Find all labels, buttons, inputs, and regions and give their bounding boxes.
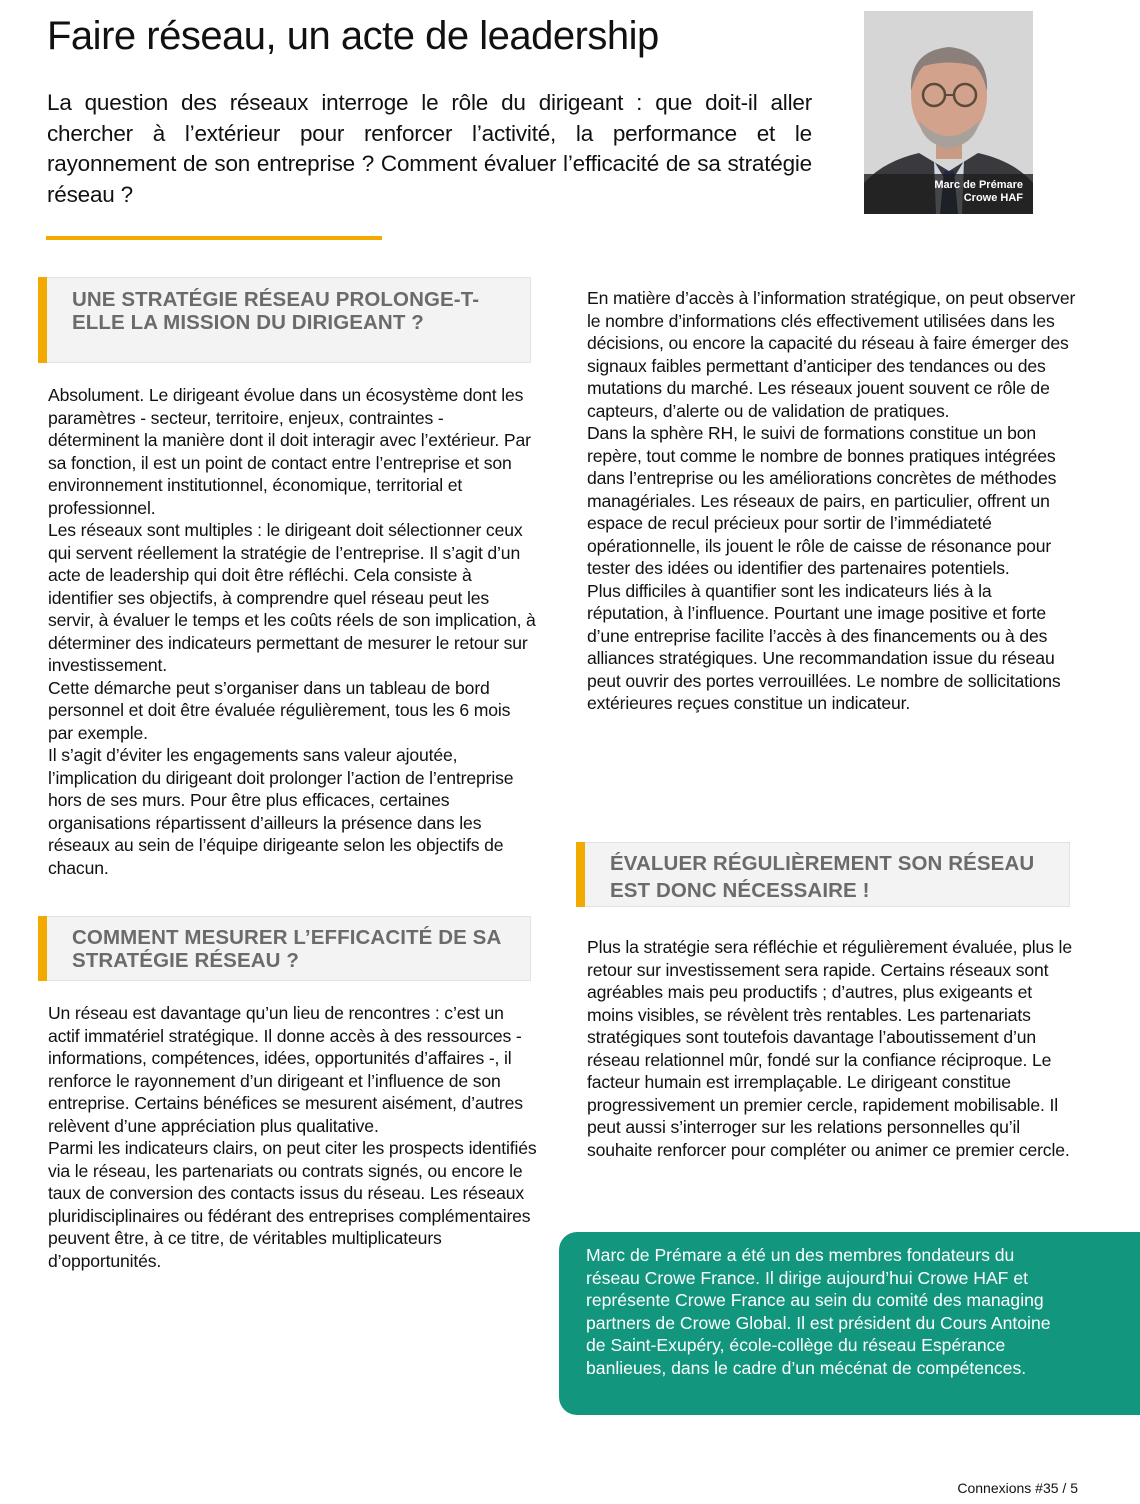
- paragraph: Un réseau est davantage qu’un lieu de rencontres : c’est un actif immatériel stratégique. Il donne accès à des ressources - informations, compétences, idées, opportunités d’affaires -, il renforce le rayonnement d’un dirigeant et l’influence de son entreprise. Certains bénéfices se mesurent aisément, d’autres relèvent d’une appréciation plus qualitative.: [48, 1003, 523, 1136]
- accent-bar: [38, 277, 47, 363]
- accent-divider: [46, 236, 382, 240]
- paragraph: En matière d’accès à l’information stratégique, on peut observer le nombre d’informations clés effectivement utilisées dans les décisions, ou encore la capacité du réseau à faire émerger des signaux faibles permettant d’anticiper des tendances ou des mutations du marché. Les réseaux jouent souvent ce rôle de capteurs, d’alerte ou de validation de pratiques.: [587, 288, 1076, 421]
- page-footer: Connexions #35 / 5: [957, 1480, 1078, 1496]
- accent-bar: [576, 842, 585, 907]
- section-heading-box: [576, 842, 1070, 907]
- portrait-name: Marc de Prémare: [934, 179, 1023, 191]
- portrait-caption: [864, 174, 1033, 214]
- section-body: [48, 384, 538, 879]
- accent-bar: [38, 916, 47, 981]
- section-heading-box: [38, 277, 531, 363]
- article-lede: La question des réseaux interroge le rôle du dirigeant : que doit-il aller chercher à l’extérieur pour renforcer l’activité, la performance et le rayonnement de son entreprise ? Comment évaluer l’efficacité de sa stratégie réseau ?: [47, 90, 812, 207]
- section-body: [587, 936, 1077, 1161]
- section-heading: ÉVALUER RÉGULIÈREMENT SON RÉSEAU EST DONC NÉCESSAIRE !: [610, 852, 1035, 902]
- paragraph: Parmi les indicateurs clairs, on peut citer les prospects identifiés via le réseau, les partenariats ou contrats signés, ou encore le taux de conversion des contacts issus du réseau. Les réseaux pluridisciplinaires ou fédérant des entreprises complémentaires peuvent être, à ce titre, de véritables multiplicateurs d’opportunités.: [48, 1138, 537, 1271]
- author-bio-box: [559, 1232, 1140, 1415]
- paragraph: Les réseaux sont multiples : le dirigeant doit sélectionner ceux qui servent réellement la stratégie de l’entreprise. Il s’agit d’un acte de leadership qui doit être réfléchi. Cela consiste à identifier ses objectifs, à comprendre quel réseau peut les servir, à évaluer le temps et les coûts réels de son implication, à déterminer des indicateurs permettant de mesurer le retour sur investissement.: [48, 520, 536, 675]
- section-heading-box: [38, 916, 531, 981]
- section-body: [48, 1002, 538, 1272]
- paragraph: Plus difficiles à quantifier sont les indicateurs liés à la réputation, à l’influence. Pourtant une image positive et forte d’une entreprise facilite l’accès à des financements ou à des alliances stratégiques. Une recommandation issue du réseau peut ouvrir des portes verrouillées. Le nombre de sollicitations extérieures reçues constitue un indicateur.: [587, 580, 1061, 713]
- section-heading: UNE STRATÉGIE RÉSEAU PROLONGE-T-ELLE LA MISSION DU DIRIGEANT ?: [72, 288, 480, 334]
- author-bio-text: Marc de Prémare a été un des membres fondateurs du réseau Crowe France. Il dirige aujourd’hui Crowe HAF et représente Crowe France au sein du comité des managing partners de Crowe Global. Il est président du Cours Antoine de Saint-Exupéry, école-collège du réseau Espérance banlieues, dans le cadre d’un mécénat de compétences.: [586, 1245, 1051, 1378]
- portrait-company: Crowe HAF: [963, 192, 1023, 204]
- paragraph: Il s’agit d’éviter les engagements sans valeur ajoutée, l’implication du dirigeant doit prolonger l’action de l’entreprise hors de ses murs. Pour être plus efficaces, certaines organisations répartissent d’ailleurs la présence dans les réseaux au sein de l’équipe dirigeante selon les objectifs de chacun.: [48, 745, 514, 878]
- paragraph: Plus la stratégie sera réfléchie et régulièrement évaluée, plus le retour sur investissement sera rapide. Certains réseaux sont agréables mais peu productifs ; d’autres, plus exigeants et moins visibles, se révèlent très rentables. Les partenariats stratégiques sont toutefois davantage l’aboutissement d’un réseau relationnel mûr, fondé sur la confiance réciproque. Le facteur humain est irremplaçable. Le dirigeant constitue progressivement un premier cercle, rapidement mobilisable. Il peut aussi s’interroger sur les relations personnelles qu’il souhaite renforcer pour compléter ou animer ce premier cercle.: [587, 937, 1072, 1160]
- paragraph: Cette démarche peut s’organiser dans un tableau de bord personnel et doit être évaluée régulièrement, tous les 6 mois par exemple.: [48, 677, 511, 743]
- paragraph: Dans la sphère RH, le suivi de formations constitue un bon repère, tout comme le nombre de bonnes pratiques intégrées dans l’entreprise ou les améliorations concrètes de méthodes managériales. Les réseaux de pairs, en particulier, offrent un espace de recul précieux pour sortir de l’immédiateté opérationnelle, ils jouent le rôle de caisse de résonance pour tester des idées ou identifier des partenaires potentiels.: [587, 423, 1057, 578]
- article-title: Faire réseau, un acte de leadership: [47, 14, 659, 58]
- section-heading: COMMENT MESURER L’EFFICACITÉ DE SA STRATÉGIE RÉSEAU ?: [72, 926, 501, 972]
- author-portrait: [864, 11, 1033, 214]
- paragraph: Absolument. Le dirigeant évolue dans un écosystème dont les paramètres - secteur, territoire, enjeux, contraintes - déterminent la manière dont il doit interagir avec l’extérieur. Par sa fonction, il est un point de contact entre l’entreprise et son environnement institutionnel, économique, territorial et professionnel.: [48, 385, 531, 518]
- section-body-continued: [587, 287, 1077, 715]
